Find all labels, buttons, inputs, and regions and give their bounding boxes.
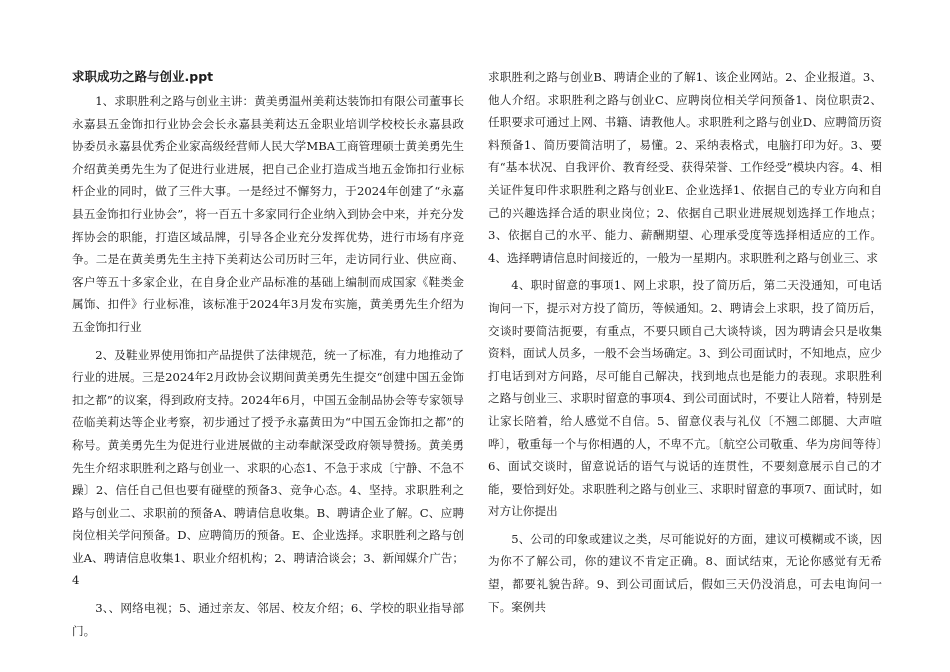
paragraph-3: 3、、网络电视；5、通过亲友、邻居、校友介绍；6、学校的职业指导部门。 xyxy=(72,601,464,638)
paragraph-4: 4、职时留意的事项1、网上求职，投了简历后，第二天没通知，可电话询问一下，提示对方投了简历，等候通知。2、聘请会上求职，投了简历后，交谈时要简洁扼要，有重点，不要只顾自己大谈特谈，因为聘请会只是收集资料，面试人员多，一般不会当场确定。3、到公司面试时，不知地点，应少打电话到对方问路，尽可能自己解决，找到地点也是能力的表现。求职胜利之路与创业三、求职时留意的事项4、到公司面试时，不要让人陪着，特别是让家长陪着，给人感觉不自信。5、留意仪表与礼仪〔不翘二郎腿、大声喧哗〕，敬重每一个与你相遇的人，不卑不亢。〔航空公司敬重、华为房间等待〕6、面试交谈时，留意说话的语气与说话的连贯性，不要刻意展示自己的才能，要恰到好处。求职胜利之路与创业三、求职时留意的事项7、面试时，如对方让你提出 xyxy=(488,278,882,519)
document-title: 求职成功之路与创业.ppt xyxy=(72,69,214,84)
paragraph-3-continued: 求职胜利之路与创业B、聘请企业的了解1、该企业网站。2、企业报道。3、他人介绍。求职胜利之路与创业C、应聘岗位相关学问预备1、岗位职责2、任职要求可通过上网、书籍、请教他人。求职胜利之路与创业D、应聘简历资料预备1、简历要简洁明了，易懂。2、采纳表格式，电脑打印为好。3、要有“基本状况、自我评价、教育经受、获得荣誉、工作经受”模块内容。4、相关证件复印件求职胜利之路与创业E、企业选择1、依据自己的专业方向和自己的兴趣选择合适的职业岗位；2、依据自己职业进展规划选择工作地点；3、依据自己的水平、能力、薪酬期望、心理承受度等选择相适应的工作。4、选择聘请信息时间接近的，一般为一星期内。求职胜利之路与创业三、求 xyxy=(488,70,882,265)
right-column xyxy=(488,66,882,623)
paragraph-5: 5、公司的印象或建议之类，尽可能说好的方面，建议可模糊或不谈，因为你不了解公司，你的建议不肯定正确。8、面试结束，无论你感觉有无希望，都要礼貌告辞。9、到公司面试后，假如三天仍没消息，可去电询问一下。案例共 xyxy=(488,531,882,614)
left-column xyxy=(72,66,464,647)
paragraph-1: 1、求职胜利之路与创业主讲：黄美勇温州美莉达装饰扣有限公司董事长永嘉县五金饰扣行业协会会长永嘉县美莉达五金职业培训学校校长永嘉县政协委员永嘉县优秀企业家高级经营师人民大学MBA工商管理硕士黄美勇先生介绍黄美勇先生为了促进行业进展，把自己企业打造成当地五金饰扣行业标杆企业的同时，做了三件大事。一是经过不懈努力，于2024年创建了“永嘉县五金饰扣行业协会”，将一百五十多家同行企业纳入到协会中来，并充分发挥协会的职能，打造区域品牌，引导各企业充分发挥优势，进行市场有序竞争。二是在黄美勇先生主持下美莉达公司历时三年，走访同行业、供应商、客户等五十多家企业，在自身企业产品标准的基础上编制而成国家《鞋类金属饰、扣件》行业标准，该标准于2024年3月发布实施，黄美勇先生介绍为五金饰扣行业 xyxy=(72,94,464,334)
paragraph-2: 2、及鞋业界使用饰扣产品提供了法律规范，统一了标准，有力地推动了行业的进展。三是2024年2月政协会议期间黄美勇先生提交“创建中国五金饰扣之都”的议案，得到政府支持。2024年6月，中国五金制品协会等专家领导莅临美莉达等企业考察，初步通过了授予永嘉黄田为“中国五金饰扣之都”的称号。黄美勇先生为促进行业进展做的主动奉献深受政府领导赞扬。黄美勇先生介绍求职胜利之路与创业一、求职的心态1、不急于求成〔宁静、不急不躁〕2、信任自己但也要有碰壁的预备3、竞争心态。4、坚持。求职胜利之路与创业二、求职前的预备A、聘请信息收集。B、聘请企业了解。C、应聘岗位相关学问预备。D、应聘简历的预备。E、企业选择。求职胜利之路与创业A、聘请信息收集1、职业介绍机构；2、聘请洽谈会；3、新闻媒介广告；4 xyxy=(72,347,464,588)
